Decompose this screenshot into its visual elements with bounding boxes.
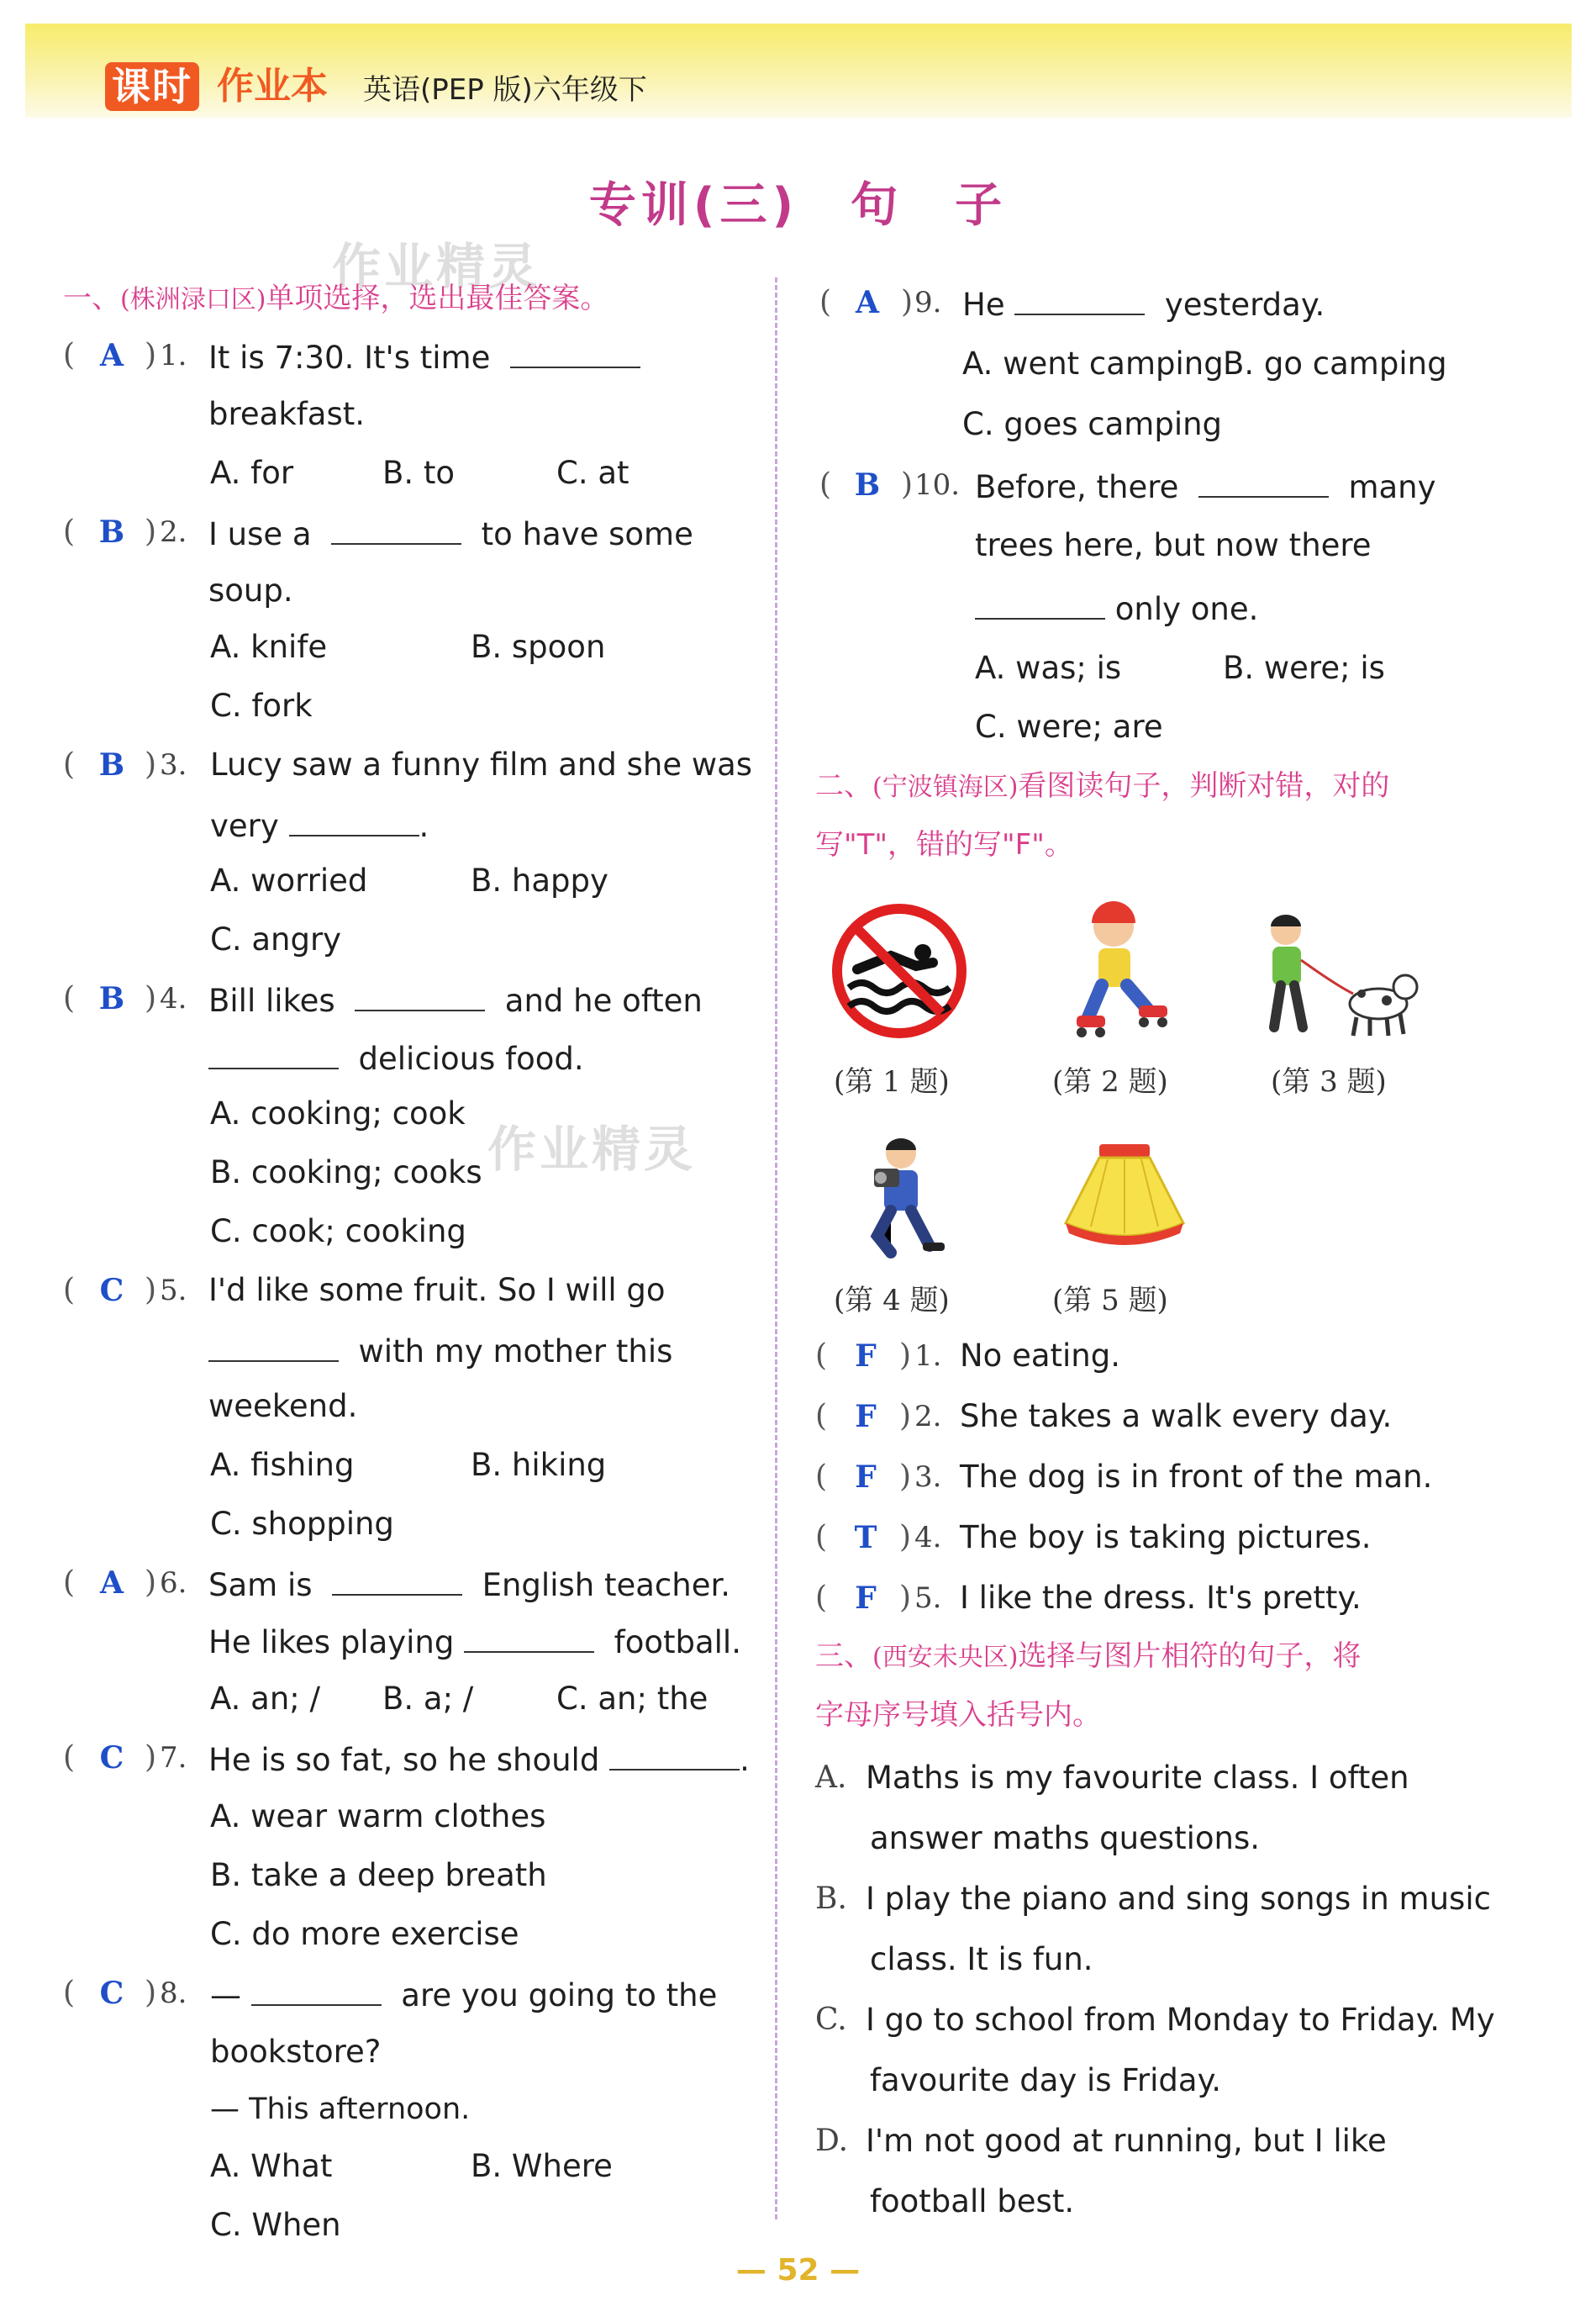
question-text: I'd like some fruit. So I will go: [208, 1272, 666, 1308]
option: B. cooking; cooks: [210, 1154, 482, 1190]
question-number: 5.: [914, 1581, 942, 1615]
picture-caption: (第 5 题): [1052, 1284, 1168, 1317]
option: C. were; are: [975, 709, 1163, 745]
man-walking-dog-icon: [1252, 910, 1420, 1044]
answer-mark: A: [100, 338, 124, 373]
option-letter: A.: [815, 1760, 847, 1795]
answer-mark: F: [855, 1399, 877, 1434]
question-text: He likes playing football.: [208, 1619, 741, 1664]
answer-paren: (: [815, 1399, 828, 1433]
answer-paren: (: [63, 1273, 76, 1307]
question-text: It is 7:30. It's time: [208, 335, 640, 379]
option: B. happy: [471, 863, 608, 899]
question-number: 10.: [914, 468, 961, 502]
answer-paren: ): [145, 515, 157, 549]
question-text: I use a to have some: [208, 511, 693, 556]
sentence-option: favourite day is Friday.: [870, 2062, 1221, 2098]
answer-mark: T: [854, 1520, 877, 1555]
section1-title: 一、(株洲渌口区)单项选择，选出最佳答案。: [63, 282, 609, 315]
watermark: 作业精灵: [487, 1121, 697, 1178]
question-text: Sam is English teacher.: [208, 1562, 730, 1607]
question-number: 4.: [160, 982, 187, 1016]
option: B. a; /: [382, 1681, 474, 1717]
option: A. knife: [210, 629, 328, 665]
section2-title: 二、(宁波镇海区)看图读句子，判断对错，对的: [815, 769, 1390, 803]
sentence-option: football best.: [870, 2183, 1075, 2219]
option-letter: D.: [815, 2124, 849, 2158]
statement: No eating.: [960, 1338, 1120, 1374]
question-text: Lucy saw a funny film and she was: [210, 747, 753, 783]
option-letter: B.: [815, 1881, 847, 1916]
picture-caption: (第 3 题): [1271, 1065, 1387, 1099]
question-text: — are you going to the: [210, 1972, 717, 2017]
answer-paren: ): [899, 1338, 912, 1373]
answer-paren: ): [145, 747, 157, 782]
question-text: with my mother this: [208, 1328, 672, 1373]
answer-paren: ): [901, 467, 914, 502]
boy-taking-pictures-icon: [849, 1135, 958, 1261]
option: B. to: [382, 455, 456, 491]
option-letter: C.: [815, 2003, 847, 2037]
option: B. spoon: [471, 629, 606, 665]
question-text: bookstore?: [210, 2034, 382, 2070]
question-number: 6.: [160, 1566, 187, 1600]
book-info: 英语(PEP 版)六年级下: [363, 73, 647, 107]
watermark: 作业精灵: [332, 238, 541, 295]
statement: She takes a walk every day.: [960, 1398, 1393, 1434]
answer-paren: ): [899, 1459, 912, 1494]
answer-paren: (: [63, 1976, 76, 2010]
option: A. cooking; cook: [210, 1095, 466, 1132]
column-divider: [775, 277, 777, 2219]
answer-paren: ): [145, 981, 157, 1016]
question-number: 9.: [914, 286, 942, 319]
answer-mark: A: [100, 1565, 124, 1601]
answer-paren: ): [145, 1740, 157, 1775]
section2-title-line2: 写"T"，错的写"F"。: [815, 828, 1073, 862]
section3-title: 三、(西安未央区)选择与图片相符的句子，将: [815, 1639, 1362, 1673]
answer-paren: (: [63, 1740, 76, 1775]
question-number: 5.: [160, 1274, 187, 1307]
option: A. What: [210, 2148, 333, 2184]
answer-paren: (: [819, 467, 832, 502]
option: C. When: [210, 2207, 341, 2243]
option: A. went camping: [962, 346, 1224, 382]
option: B. go camping: [1223, 346, 1447, 382]
answer-paren: (: [815, 1459, 828, 1494]
answer-mark: C: [99, 1273, 124, 1308]
page-title: 专训(三) 句 子: [588, 178, 1008, 233]
book-logo-sub: 作业本: [217, 65, 328, 108]
question-text: He is so fat, so he should .: [208, 1737, 750, 1781]
question-text: Before, there many: [975, 464, 1436, 509]
answer-paren: (: [63, 515, 76, 549]
picture-caption: (第 4 题): [834, 1284, 950, 1317]
question-text: trees here, but now there: [975, 527, 1372, 563]
answer-mark: F: [855, 1338, 877, 1374]
statement: The dog is in front of the man.: [960, 1459, 1433, 1495]
question-number: 2.: [914, 1400, 942, 1433]
sentence-option: I go to school from Monday to Friday. My: [866, 2002, 1495, 2038]
answer-paren: (: [63, 338, 76, 372]
page-number: — 52 —: [735, 2253, 861, 2288]
picture-caption: (第 2 题): [1052, 1065, 1168, 1099]
question-text: Bill likes and he often: [208, 978, 703, 1022]
question-number: 7.: [160, 1741, 187, 1775]
answer-paren: ): [145, 1976, 157, 2010]
option: B. hiking: [471, 1447, 607, 1483]
sentence-option: answer maths questions.: [870, 1820, 1260, 1856]
answer-paren: (: [63, 981, 76, 1016]
option: C. cook; cooking: [210, 1213, 466, 1249]
answer-mark: B: [98, 747, 125, 783]
answer-mark: A: [856, 285, 879, 320]
answer-mark: B: [98, 515, 125, 550]
answer-paren: ): [899, 1399, 912, 1433]
option: A. an; /: [210, 1681, 320, 1717]
statement: I like the dress. It's pretty.: [960, 1580, 1362, 1616]
question-number: 1.: [914, 1339, 942, 1373]
no-swimming-sign-icon: [832, 904, 967, 1038]
answer-paren: (: [815, 1338, 828, 1373]
answer-paren: ): [899, 1581, 912, 1615]
question-text: only one.: [975, 586, 1258, 631]
option: C. goes camping: [962, 406, 1223, 442]
question-text: very .: [210, 803, 429, 847]
book-logo: 课时: [105, 62, 199, 111]
sentence-option: I'm not good at running, but I like: [866, 2123, 1387, 2159]
question-number: 2.: [160, 515, 187, 549]
picture-caption: (第 1 题): [834, 1065, 950, 1099]
option: C. at: [556, 455, 629, 491]
question-number: 3.: [160, 748, 187, 782]
question-number: 8.: [160, 1976, 187, 2010]
question-number: 3.: [914, 1460, 942, 1494]
question-text: weekend.: [208, 1388, 358, 1424]
sentence-option: Maths is my favourite class. I often: [866, 1760, 1409, 1796]
option: A. was; is: [975, 650, 1122, 686]
answer-paren: (: [63, 747, 76, 782]
answer-mark: B: [854, 467, 881, 503]
question-number: 4.: [914, 1521, 942, 1554]
yellow-skirt-icon: [1057, 1139, 1192, 1248]
answer-mark: F: [855, 1459, 877, 1495]
option: C. shopping: [210, 1506, 394, 1542]
answer-mark: F: [855, 1581, 877, 1616]
option: B. take a deep breath: [210, 1857, 547, 1893]
answer-paren: (: [815, 1520, 828, 1554]
option: C. an; the: [556, 1681, 708, 1717]
question-text: delicious food.: [208, 1036, 584, 1080]
question-text: soup.: [208, 573, 293, 609]
answer-paren: ): [901, 285, 914, 319]
sentence-option: class. It is fun.: [870, 1941, 1093, 1977]
sentence-option: I play the piano and sing songs in music: [866, 1881, 1491, 1917]
option: C. do more exercise: [210, 1916, 519, 1952]
answer-paren: (: [819, 285, 832, 319]
option: C. fork: [210, 688, 313, 724]
answer-paren: ): [899, 1520, 912, 1554]
answer-mark: C: [99, 1740, 124, 1776]
option: A. worried: [210, 863, 368, 899]
option: C. angry: [210, 921, 342, 958]
answer-paren: ): [145, 338, 157, 372]
answer-mark: B: [98, 981, 125, 1016]
answer-paren: (: [63, 1565, 76, 1600]
answer-paren: ): [145, 1565, 157, 1600]
option: B. Where: [471, 2148, 613, 2184]
question-text: breakfast.: [208, 396, 365, 432]
question-text: He yesterday.: [962, 282, 1325, 326]
question-number: 1.: [160, 339, 187, 372]
answer-mark: C: [99, 1976, 124, 2011]
option: A. for: [210, 455, 294, 491]
boy-roller-skating-icon: [1063, 901, 1181, 1044]
answer-paren: (: [815, 1581, 828, 1615]
option: B. were; is: [1223, 650, 1385, 686]
option: A. wear warm clothes: [210, 1798, 546, 1834]
answer-paren: ): [145, 1273, 157, 1307]
statement: The boy is taking pictures.: [960, 1519, 1372, 1555]
question-text: — This afternoon.: [210, 2092, 471, 2126]
option: A. fishing: [210, 1447, 355, 1483]
section3-title-line2: 字母序号填入括号内。: [815, 1698, 1101, 1732]
